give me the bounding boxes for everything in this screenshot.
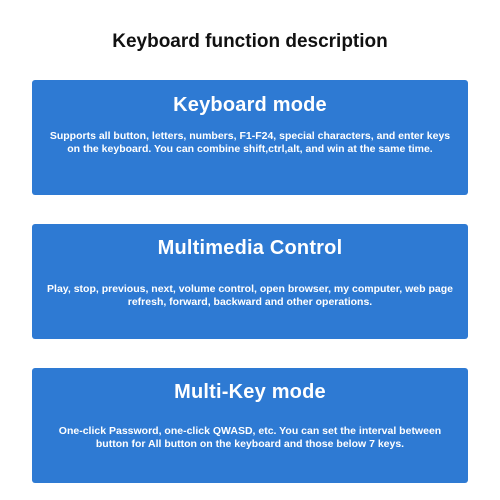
- keyboard-mode-card: [32, 80, 468, 195]
- card-description: Play, stop, previous, next, volume control, open browser, my computer, web page refresh, forward, backward and other operations.: [47, 283, 453, 308]
- card-title: Multi-Key mode: [174, 381, 326, 403]
- page-title: Keyboard function description: [112, 31, 388, 52]
- card-title: Multimedia Control: [157, 237, 343, 259]
- card-description: Supports all button, letters, numbers, F1-F24, special characters, and enter keys on the keyboard. You can combine shift,ctrl,alt, and win at the same time.: [49, 130, 451, 155]
- multimedia-control-card: [32, 224, 468, 339]
- multi-key-mode-card: [32, 368, 468, 483]
- card-description: One-click Password, one-click QWASD, etc. You can set the interval between button for All button on the keyboard and those below 7 keys.: [58, 425, 442, 450]
- card-title: Keyboard mode: [173, 94, 327, 116]
